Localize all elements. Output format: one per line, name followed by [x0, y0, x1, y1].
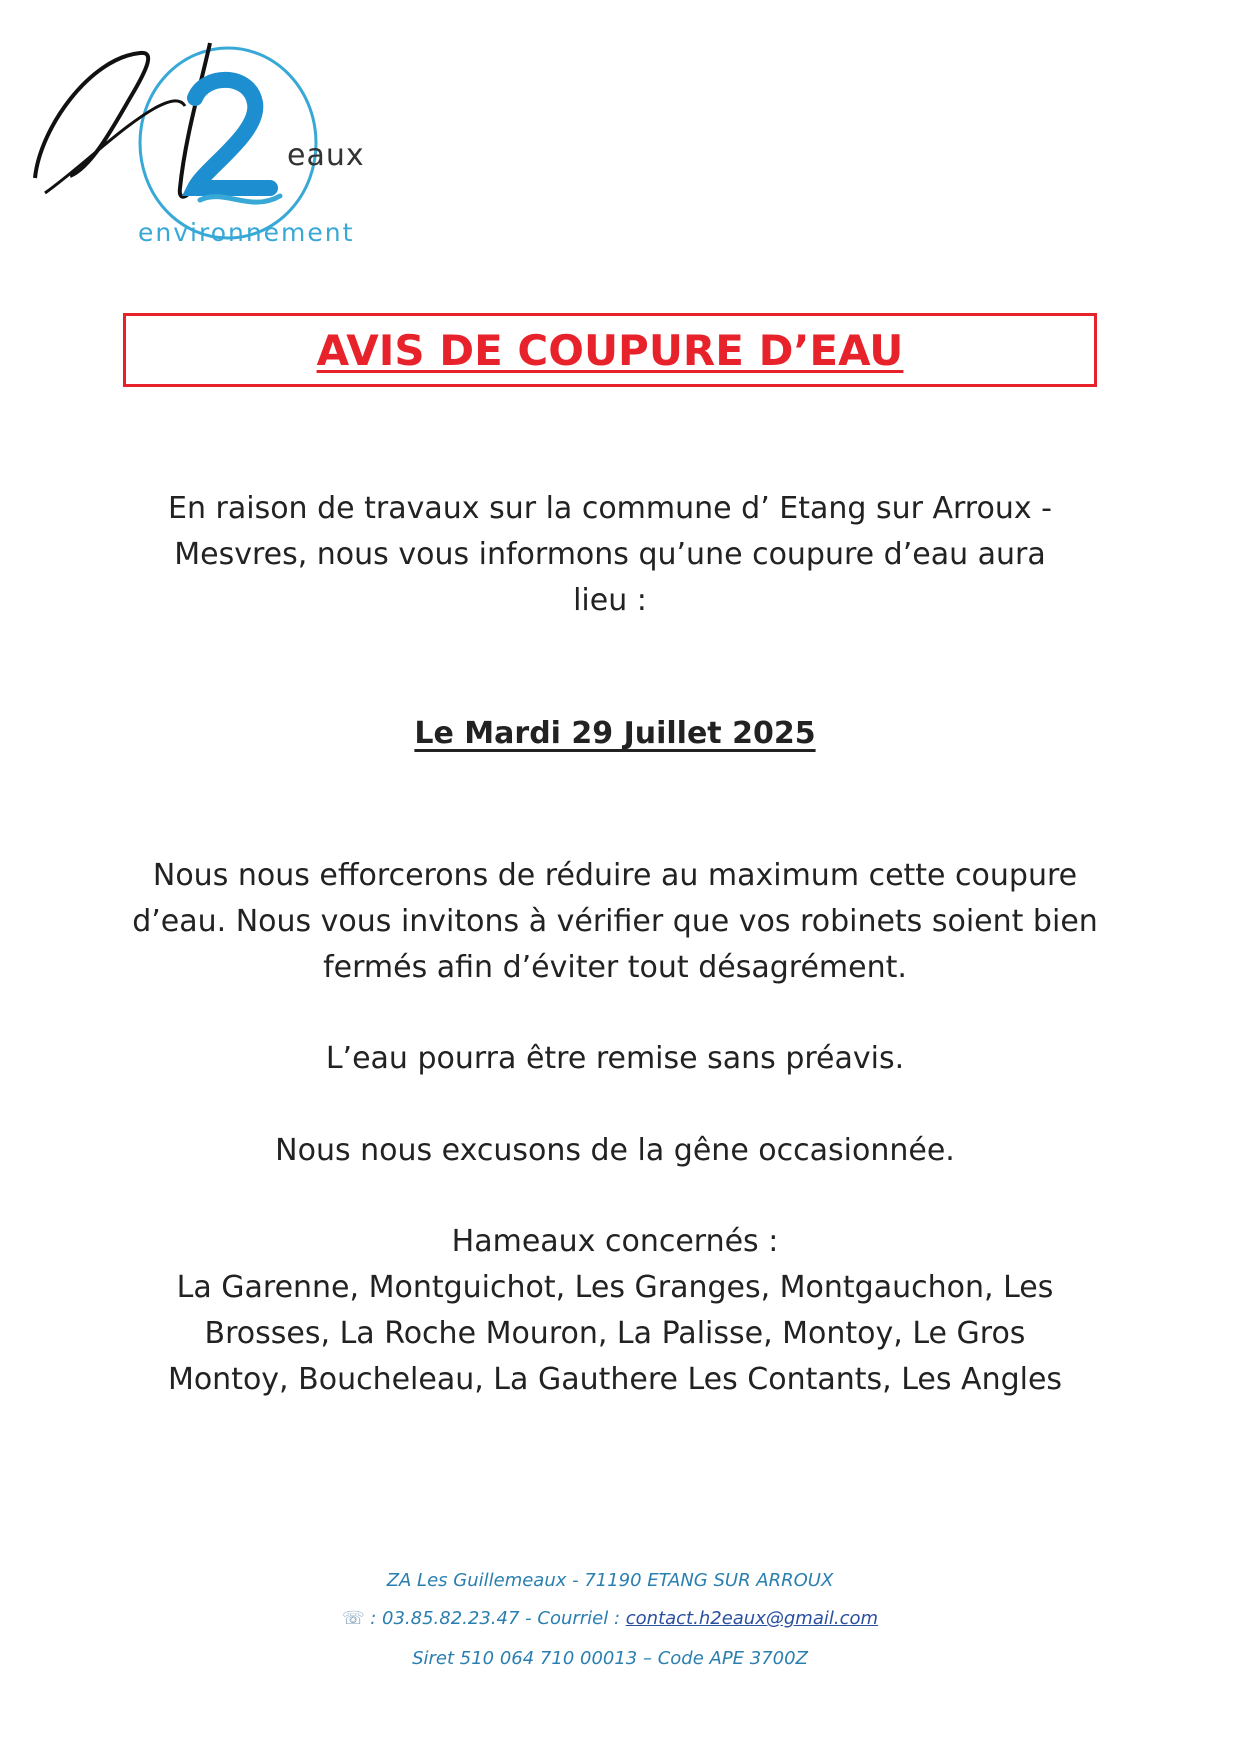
notice-title: AVIS DE COUPURE D’EAU — [316, 325, 904, 375]
footer-email-link[interactable]: contact.h2eaux@gmail.com — [625, 1608, 879, 1629]
phone-icon: ☏ — [341, 1608, 365, 1629]
logo-tagline: environnement — [138, 218, 355, 247]
footer-email-label: - Courriel : — [519, 1608, 626, 1629]
restore-paragraph: L’eau pourra être remise sans préavis. — [325, 1041, 905, 1076]
footer-legal: Siret 510 064 710 00013 – Code APE 3700Z — [412, 1648, 808, 1669]
footer-address: ZA Les Guillemeaux - 71190 ETANG SUR ARROUX — [386, 1570, 834, 1591]
footer-phone: 03.85.82.23.47 — [382, 1608, 520, 1629]
footer-phone-prefix: : — [364, 1608, 383, 1629]
footer-contact — [230, 1608, 990, 1629]
outage-date: Le Mardi 29 Juillet 2025 — [414, 716, 816, 751]
company-logo — [30, 28, 365, 253]
efforts-paragraph: Nous nous efforcerons de réduire au maximum cette coupure d’eau. Nous vous invitons à vérifier que vos robinets soient bien fermés afin d’éviter tout désagrément. — [132, 858, 1098, 985]
hamlets-heading: Hameaux concernés : — [451, 1224, 779, 1259]
hamlets-list: La Garenne, Montguichot, Les Granges, Montgauchon, Les Brosses, La Roche Mouron, La Palisse, Montoy, Le Gros Montoy, Boucheleau, La Gauthere Les Contants, Les Angles — [167, 1270, 1063, 1397]
logo-brand-suffix: eaux — [287, 138, 365, 173]
intro-paragraph: En raison de travaux sur la commune d’ Etang sur Arroux - Mesvres, nous vous informons qu’une coupure d’eau aura lieu : — [168, 491, 1052, 618]
notice-title-box — [123, 313, 1097, 387]
apology-paragraph: Nous nous excusons de la gêne occasionnée. — [275, 1133, 955, 1168]
